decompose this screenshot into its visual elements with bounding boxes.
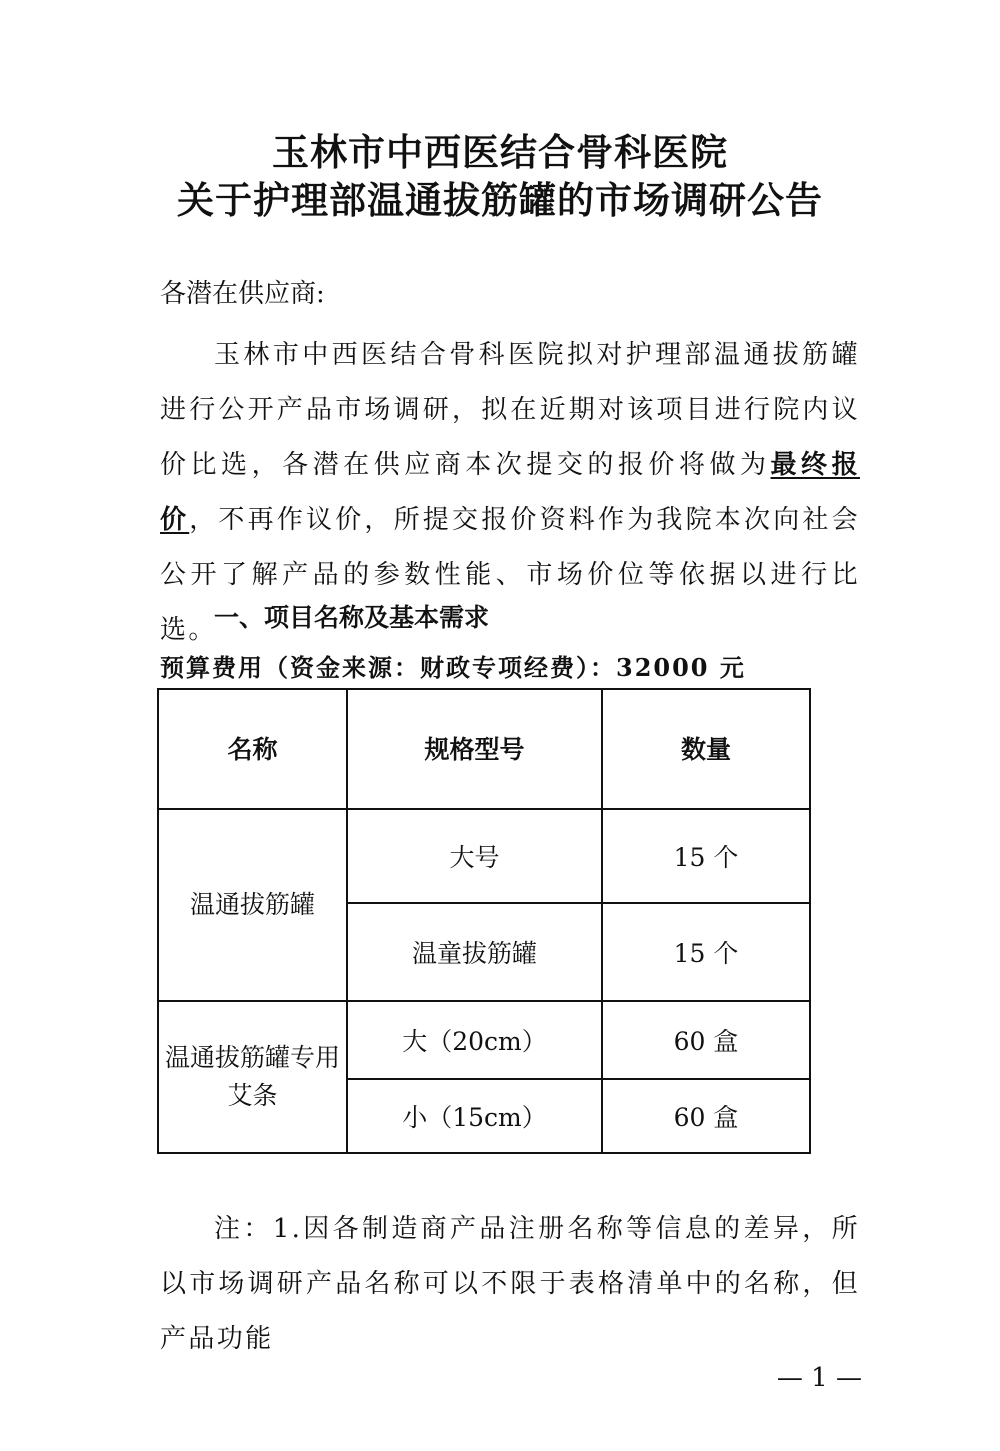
salutation: 各潜在供应商: [160,279,325,309]
document-title-line2: 关于护理部温通拔筋罐的市场调研公告 [177,179,823,222]
requirements-table [157,688,811,1154]
final-quote-emphasis: 最终报价 [160,450,860,535]
header-spec: 规格型号 [347,689,602,809]
spec-cell: 温童拔筋罐 [347,903,602,1001]
table-header-row [158,689,810,809]
budget-line: 预算费用（资金来源：财政专项经费）：32000 元 [160,653,746,682]
quantity-cell: 15 个 [602,903,810,1001]
spec-cell: 大（20cm） [347,1001,602,1079]
quantity-cell: 60 盒 [602,1001,810,1079]
note-paragraph: 注：1.因各制造商产品注册名称等信息的差异，所以市场调研产品名称可以不限于表格清单中的名称，但产品功能 [160,1214,860,1354]
item-name-cell: 温通拔筋罐 [158,809,347,1001]
intro-text-before: 玉林市中西医结合骨科医院拟对护理部温通拔筋罐进行公开产品市场调研，拟在近期对该项目进行院内议价比选，各潜在供应商本次提交的报价将做为 [160,340,860,480]
spec-cell: 大号 [347,809,602,903]
document-title-line1: 玉林市中西医结合骨科医院 [272,131,728,174]
spec-cell: 小（15cm） [347,1079,602,1153]
header-quantity: 数量 [602,689,810,809]
page-number: — 1 — [776,1363,862,1393]
table-row [158,809,810,903]
header-name: 名称 [158,689,347,809]
quantity-cell: 60 盒 [602,1079,810,1153]
item-name-cell: 温通拔筋罐专用艾条 [158,1001,347,1153]
intro-text-after: ，不再作议价，所提交报价资料作为我院本次向社会公开了解产品的参数性能、市场价位等依据以进行比选。 [160,505,860,645]
quantity-cell: 15 个 [602,809,810,903]
table-row [158,1001,810,1079]
section-heading: 一、项目名称及基本需求 [214,603,490,632]
